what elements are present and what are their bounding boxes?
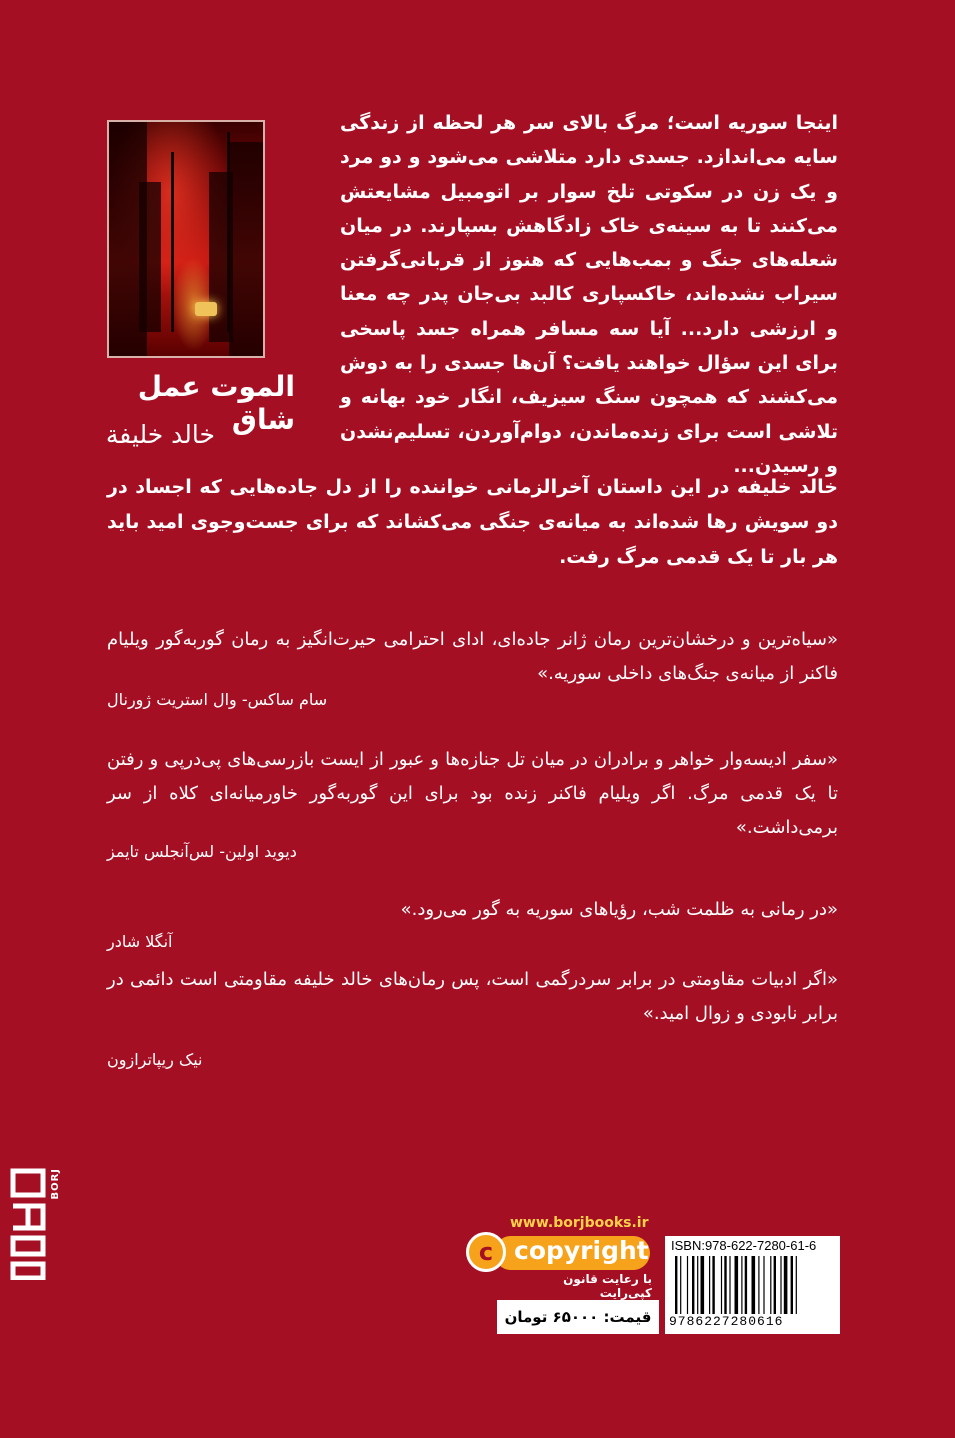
quote-source: آنگلا شادر [107, 932, 173, 951]
quote-text: «سفر ادیسه‌وار خواهر و برادران در میان تل جنازه‌ها و عبور از ایست بازرسی‌های پی‌درپی و رفتن تا یک قدمی مرگ. اگر ویلیام فاکنر زنده بود برای این گور‌به‌گور خاورمیانه‌ای کلاه از سر برمی‌داشت.» [107, 749, 838, 838]
book-title: الموت عمل شاق [137, 370, 295, 436]
borj-logo-icon [10, 1168, 46, 1280]
quote-text: «سیاه‌ترین و درخشان‌ترین رمان ژانر جاده‌ای، ادای احترامی حیرت‌انگیز به رمان گور‌به‌گور ویلیام فاکنر از میانه‌ی جنگ‌های داخلی سوریه.» [107, 629, 838, 684]
quote-text: «اگر ادبیات مقاومتی در برابر سردرگمی است، پس رمان‌های خالد خلیفه مقاومتی است دائمی در برابر نابودی و زوال امید.» [107, 969, 838, 1024]
blurb-paragraph-2: خالد خلیفه در این داستان آخرالزمانی خواننده را از دل جاده‌هایی که اجساد در دو سویش رها شده‌اند به میانه‌ی جنگی می‌کشاند که برای جست‌وجوی امید باید هر بار تا یک قدمی مرگ رفت. [107, 476, 838, 568]
barcode-icon [673, 1256, 833, 1314]
publisher-website-link[interactable]: www.borjbooks.ir [510, 1215, 649, 1231]
copyright-label: copyright [514, 1236, 649, 1265]
isbn-label: ISBN:978-622-7280-61-6 [671, 1238, 817, 1253]
publisher-logo [10, 1168, 61, 1280]
quote-source: نیک ریپاترازون [107, 1050, 203, 1069]
cover-thumbnail-image [107, 120, 265, 358]
quote-source: دیوید اولین- لس‌آنجلس تایمز [107, 842, 297, 861]
book-author: خالد خلیفة [105, 420, 215, 449]
publisher-logo-text: BORJ [50, 1168, 61, 1200]
copyright-badge [466, 1232, 652, 1300]
quote-source: سام ساکس- وال استریت ژورنال [107, 690, 328, 709]
isbn-barcode-box [665, 1236, 840, 1334]
barcode-digits: 9786227280616 [669, 1314, 784, 1329]
car-illustration [195, 302, 217, 316]
quote-text: «در رمانی به ظلمت شب، رؤیاهای سوریه به گور می‌رود.» [400, 899, 838, 920]
copyright-icon: c [466, 1232, 506, 1272]
copyright-subtitle: با رعایت قانون کپی‌رایت [563, 1272, 652, 1300]
price-label: قیمت: ۶۵۰۰۰ تومان [497, 1300, 659, 1334]
blurb-paragraph-1: اینجا سوریه است؛ مرگ بالای سر هر لحظه از زندگی سایه می‌اندازد. جسدی دارد متلاشی می‌شود و دو مرد و یک زن در سکوتی تلخ سوار بر اتومبیل مشایعتش می‌کنند تا به سینه‌ی خاک زادگاهش بسپارند. در میان شعله‌های جنگ و بمب‌هایی که هنوز از قربانی‌گرفتن سیراب نشده‌اند، خاکسپاری کالبد بی‌جان پدر چه معنا و ارزشی دارد... آیا سه مسافر همراه جسد پاسخی برای این سؤال خواهند یافت؟ آن‌ها جسدی را به دوش می‌کشند که همچون سنگ سیزیف، انگار خود بهانه و تلاشی است برای زنده‌ماندن، دوام‌آوردن، تسلیم‌نشدن و رسیدن... [340, 112, 838, 477]
